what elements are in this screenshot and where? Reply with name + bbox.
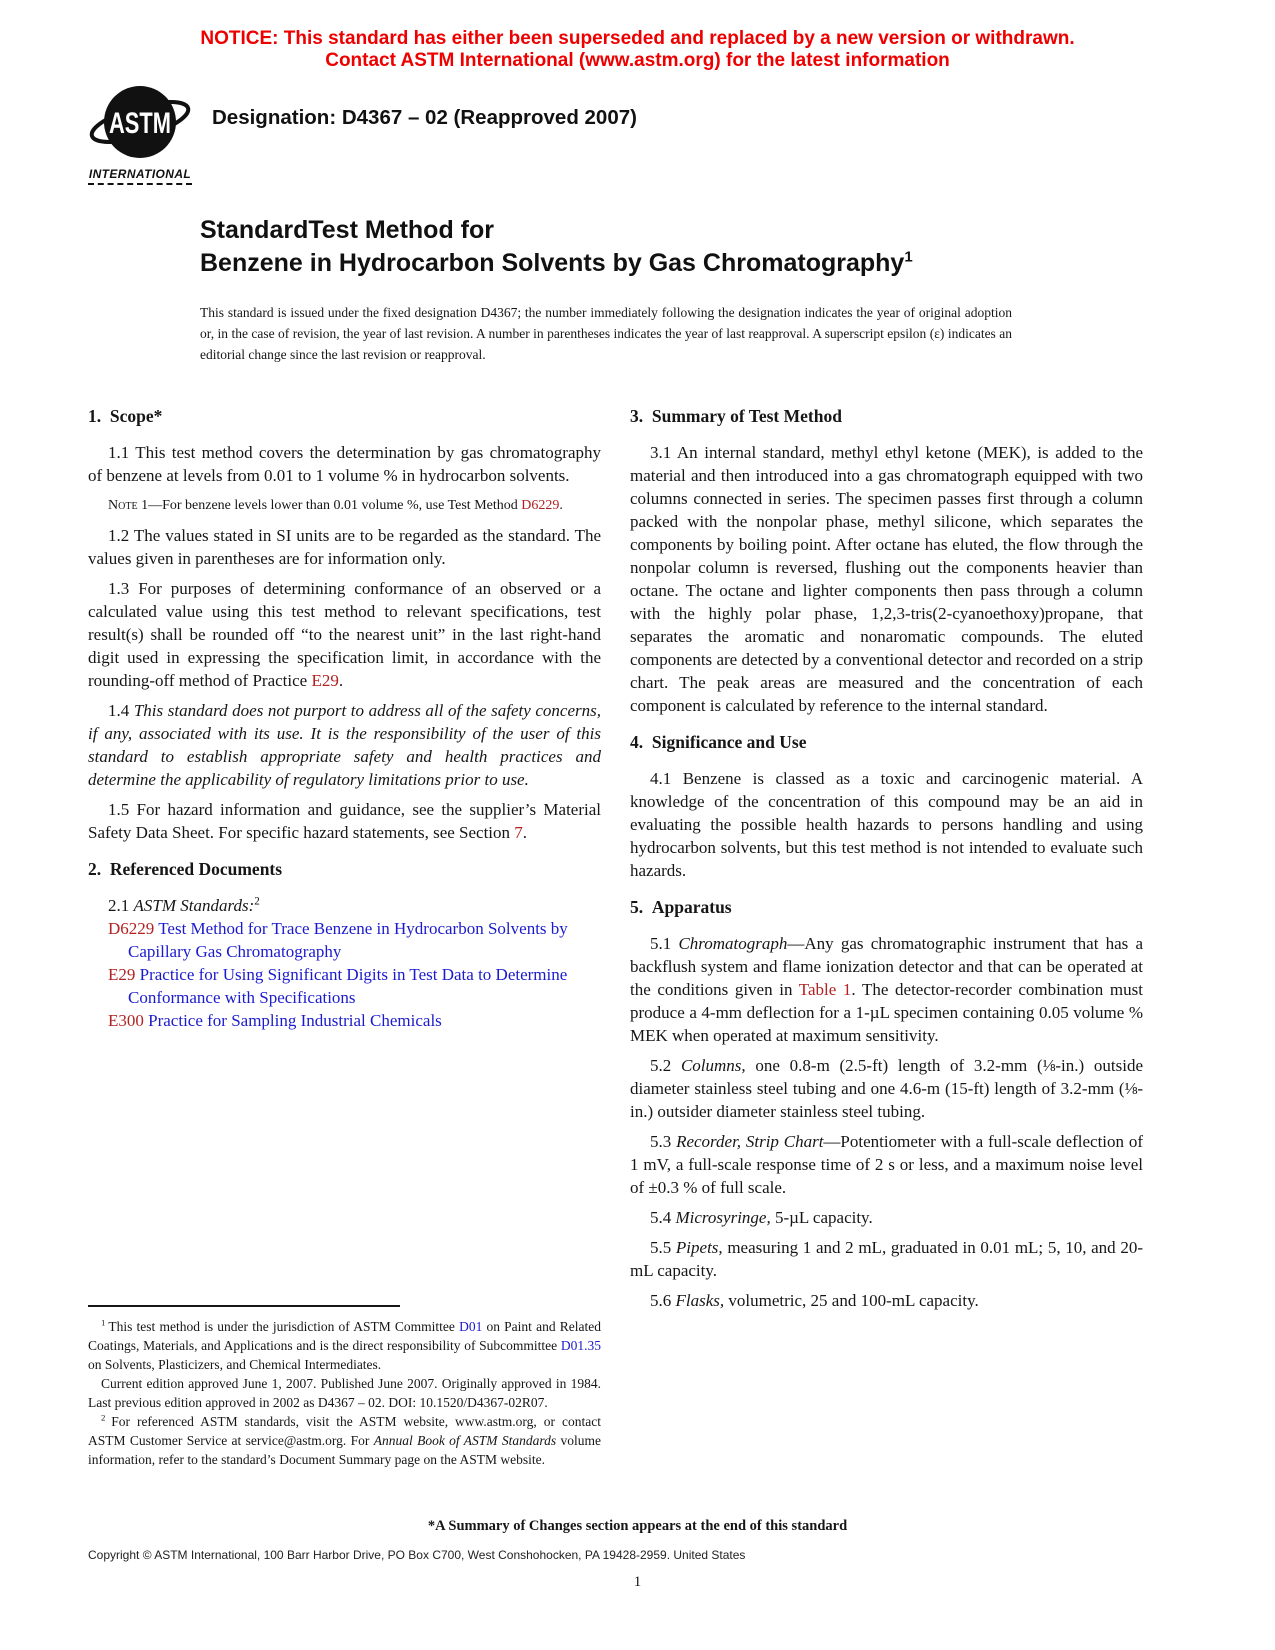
reference-entry-e29 xyxy=(88,963,601,1009)
copyright-line: Copyright © ASTM International, 100 Barr Harbor Drive, PO Box C700, West Conshohocken, PA 19428-2959. United States xyxy=(88,1548,746,1562)
text-run: 1 xyxy=(101,1317,109,1328)
section-2-heading: 2. Referenced Documents xyxy=(88,859,283,879)
paragraph-5-1 xyxy=(630,932,1143,1047)
doc-link[interactable]: D01.35 xyxy=(560,1338,601,1353)
title-line-2 xyxy=(200,247,913,280)
doc-link[interactable]: Practice for Sampling Industrial Chemicals xyxy=(143,1011,442,1030)
notice-line-1: NOTICE: This standard has either been superseded and replaced by a new version or withdrawn. xyxy=(200,28,1075,49)
text-run: Microsyringe, xyxy=(675,1208,771,1227)
text-run: 5.2 xyxy=(650,1056,681,1075)
page-number: 1 xyxy=(633,1574,642,1590)
text-run: 2 xyxy=(101,1412,112,1423)
doc-link[interactable]: E29 xyxy=(108,965,136,984)
paragraph-1-2: 1.2 The values stated in SI units are to be regarded as the standard. The values given in parentheses are for information only. xyxy=(88,526,601,568)
superseded-notice xyxy=(0,28,1275,72)
text-run: 5-µL capacity. xyxy=(770,1208,873,1227)
footnote-2 xyxy=(88,1412,601,1469)
paragraph-5-6 xyxy=(630,1289,1143,1312)
right-column xyxy=(630,403,1143,1469)
text-run: Pipets, xyxy=(675,1238,723,1257)
doc-link[interactable]: D6229 xyxy=(521,498,560,513)
text-run: 1.3 For purposes of determining conformance of an observed or a calculated value using this test method to relevant specifications, test result(s) shall be rounded off “to the nearest unit” in the last right-hand digit used in expressing the specification limit, in accordance with the rounding-off method of Practice xyxy=(88,579,601,690)
footnote-divider xyxy=(88,1305,400,1307)
paragraph-5-5 xyxy=(630,1236,1143,1282)
astm-logo xyxy=(88,80,196,185)
paragraph-4-1: 4.1 Benzene is classed as a toxic and carcinogenic material. A knowledge of the concentration of this compound may be an aid in evaluating the possible health hazards to persons handling and using hydrocarbon solvents, but this test method is not intended to evaluate such hazards. xyxy=(630,769,1143,880)
text-run: volumetric, 25 and 100-mL capacity. xyxy=(724,1291,979,1310)
text-run: 2.1 xyxy=(108,896,134,915)
text-run: measuring 1 and 2 mL, graduated in 0.01 mL; 5, 10, and 20-mL capacity. xyxy=(630,1238,1144,1280)
svg-text:ASTM: ASTM xyxy=(109,107,171,140)
text-run: Columns, xyxy=(680,1056,746,1075)
text-run: . The detector-recorder combination must produce a 4-mm deflection for a 1-µL specimen containing 0.05 volume % MEK when operated at maximum sensitivity. xyxy=(630,980,1143,1045)
summary-of-changes-note: *A Summary of Changes section appears at the end of this standard xyxy=(427,1518,848,1534)
text-run: Annual Book of ASTM Standards xyxy=(373,1433,557,1448)
text-run: —Any gas chromatographic instrument that has a backflush system and flame ionization detector and that can be operated at the conditions given in xyxy=(630,934,1143,999)
text-run: 5.3 xyxy=(650,1132,677,1151)
text-run: one 0.8-m (2.5-ft) length of 3.2-mm (⅛-in.) outside diameter stainless steel tubing and one 4.6-m (15-ft) length of 3.2-mm (⅛-in.) outsider diameter stainless steel tubing. xyxy=(630,1056,1144,1121)
standard-abstract: This standard is issued under the fixed designation D4367; the number immediately following the designation indicates the year of original adoption or, in the case of revision, the year of last revision. A number in parentheses indicates the year of last reapproval. A superscript epsilon (ε) indicates an editorial change since the last revision or reapproval. xyxy=(200,305,1012,362)
note-1 xyxy=(88,496,601,515)
text-run: 1.4 xyxy=(108,701,134,720)
text-run: . xyxy=(338,671,344,690)
text-run: . xyxy=(559,498,563,513)
designation-line: Designation: D4367 – 02 (Reapproved 2007) xyxy=(212,106,637,129)
paragraph-1-1: 1.1 This test method covers the determination by gas chromatography of benzene at levels from 0.01 to 1 volume % in hydrocarbon solvents. xyxy=(88,443,601,485)
left-column xyxy=(88,403,601,1469)
reference-entry-e300 xyxy=(88,1009,601,1032)
two-column-body xyxy=(88,403,1144,1469)
section-5-heading: 5. Apparatus xyxy=(630,897,732,917)
paragraph-3-1: 3.1 An internal standard, methyl ethyl ketone (MEK), is added to the material and then introduced into a gas chromatograph equipped with two columns connected in series. The specimen passes first through a column packed with the nonpolar phase, methyl silicone, which separates the components by boiling point. After octane has eluted, the flow through the nonpolar column is reversed, flushing out the components heavier than octane. The octane and lighter components then pass through a column with the highly polar phase, 1,2,3-tris(2-cyanoethoxy)propane, that separates the aromatic and nonaromatic compounds. The eluted components are detected by a conventional detector and recorded on a strip chart. The peak areas are measured and the concentration of each component is calculated by reference to the internal standard. xyxy=(630,443,1143,715)
doc-link[interactable]: Test Method for Trace Benzene in Hydrocarbon Solvents by Capillary Gas Chromatography xyxy=(128,919,568,961)
paragraph-5-3 xyxy=(630,1130,1143,1199)
footnote-1 xyxy=(88,1317,601,1374)
doc-link[interactable]: Table 1 xyxy=(798,980,852,999)
text-run: 5.1 xyxy=(650,934,679,953)
text-run: —Potentiometer with a full-scale deflection of 1 mV, a full-scale response time of 2 s or less, and a maximum noise level of ±0.3 % of full scale. xyxy=(630,1132,1143,1197)
doc-link[interactable]: E29 xyxy=(311,671,339,690)
text-run: 5.6 xyxy=(650,1291,676,1310)
footnote-1-continued: Current edition approved June 1, 2007. Published June 2007. Originally approved in 1984. Last previous edition approved in 2002 as D4367 – 02. DOI: 10.1520/D4367-02R07. xyxy=(88,1376,601,1410)
section-4-heading: 4. Significance and Use xyxy=(630,732,807,752)
paragraph-5-4 xyxy=(630,1206,1143,1229)
notice-line-2: Contact ASTM International (www.astm.org) for the latest information xyxy=(325,50,950,71)
text-run: Recorder, Strip Chart xyxy=(676,1132,824,1151)
text-run: 2 xyxy=(254,895,260,908)
text-run: 1.5 For hazard information and guidance, see the supplier’s Material Safety Data Sheet. For specific hazard statements, see Section xyxy=(88,800,601,842)
footnotes-block xyxy=(88,1305,601,1469)
paragraph-2-1 xyxy=(88,894,601,917)
document-title xyxy=(200,214,913,280)
text-run: Note xyxy=(108,498,138,513)
text-run: Flasks, xyxy=(675,1291,725,1310)
reference-entry-d6229 xyxy=(88,917,601,963)
text-run: For referenced ASTM standards, visit the ASTM website, www.astm.org, or contact ASTM Customer Service at service@astm.org. For xyxy=(88,1414,602,1448)
title-line-2-text: Benzene in Hydrocarbon Solvents by Gas Chromatography xyxy=(200,249,905,277)
title-footnote-marker: 1 xyxy=(904,248,913,266)
text-run: 1—For benzene levels lower than 0.01 volume %, use Test Method xyxy=(137,498,522,513)
doc-link[interactable]: E300 xyxy=(108,1011,144,1030)
text-run: Chromatograph xyxy=(678,934,788,953)
paragraph-1-5 xyxy=(88,798,601,844)
text-run: ASTM Standards: xyxy=(133,896,255,915)
logo-international-label: INTERNATIONAL xyxy=(88,167,192,185)
text-run: This standard does not purport to address all of the safety concerns, if any, associated with its use. It is the responsibility of the user of this standard to establish appropriate safety and health practices and determine the applicability of regulatory limitations prior to use. xyxy=(88,701,601,789)
doc-link[interactable]: D6229 xyxy=(108,919,155,938)
astm-globe-icon xyxy=(88,80,192,164)
doc-link[interactable]: D01 xyxy=(459,1319,483,1334)
text-run: This test method is under the jurisdiction of ASTM Committee xyxy=(108,1319,460,1334)
text-run: on Solvents, Plasticizers, and Chemical Intermediates. xyxy=(88,1357,382,1372)
text-run: on Paint and Related Coatings, Materials, and Applications and is the direct responsibility of Subcommittee xyxy=(88,1319,601,1353)
paragraph-1-4 xyxy=(88,699,601,791)
paragraph-5-2 xyxy=(630,1054,1143,1123)
section-3-heading: 3. Summary of Test Method xyxy=(630,406,842,426)
section-1-heading: 1. Scope* xyxy=(88,406,163,426)
text-run: 5.5 xyxy=(650,1238,676,1257)
document-header xyxy=(88,80,637,185)
doc-link[interactable]: Practice for Using Significant Digits in Test Data to Determine Conformance with Specifications xyxy=(128,965,568,1007)
title-line-1: StandardTest Method for xyxy=(200,216,494,244)
doc-link[interactable]: 7 xyxy=(514,823,523,842)
paragraph-1-3 xyxy=(88,577,601,692)
text-run: volume information, refer to the standard’s Document Summary page on the ASTM website. xyxy=(88,1433,602,1467)
text-run: . xyxy=(522,823,528,842)
text-run: 5.4 xyxy=(650,1208,676,1227)
